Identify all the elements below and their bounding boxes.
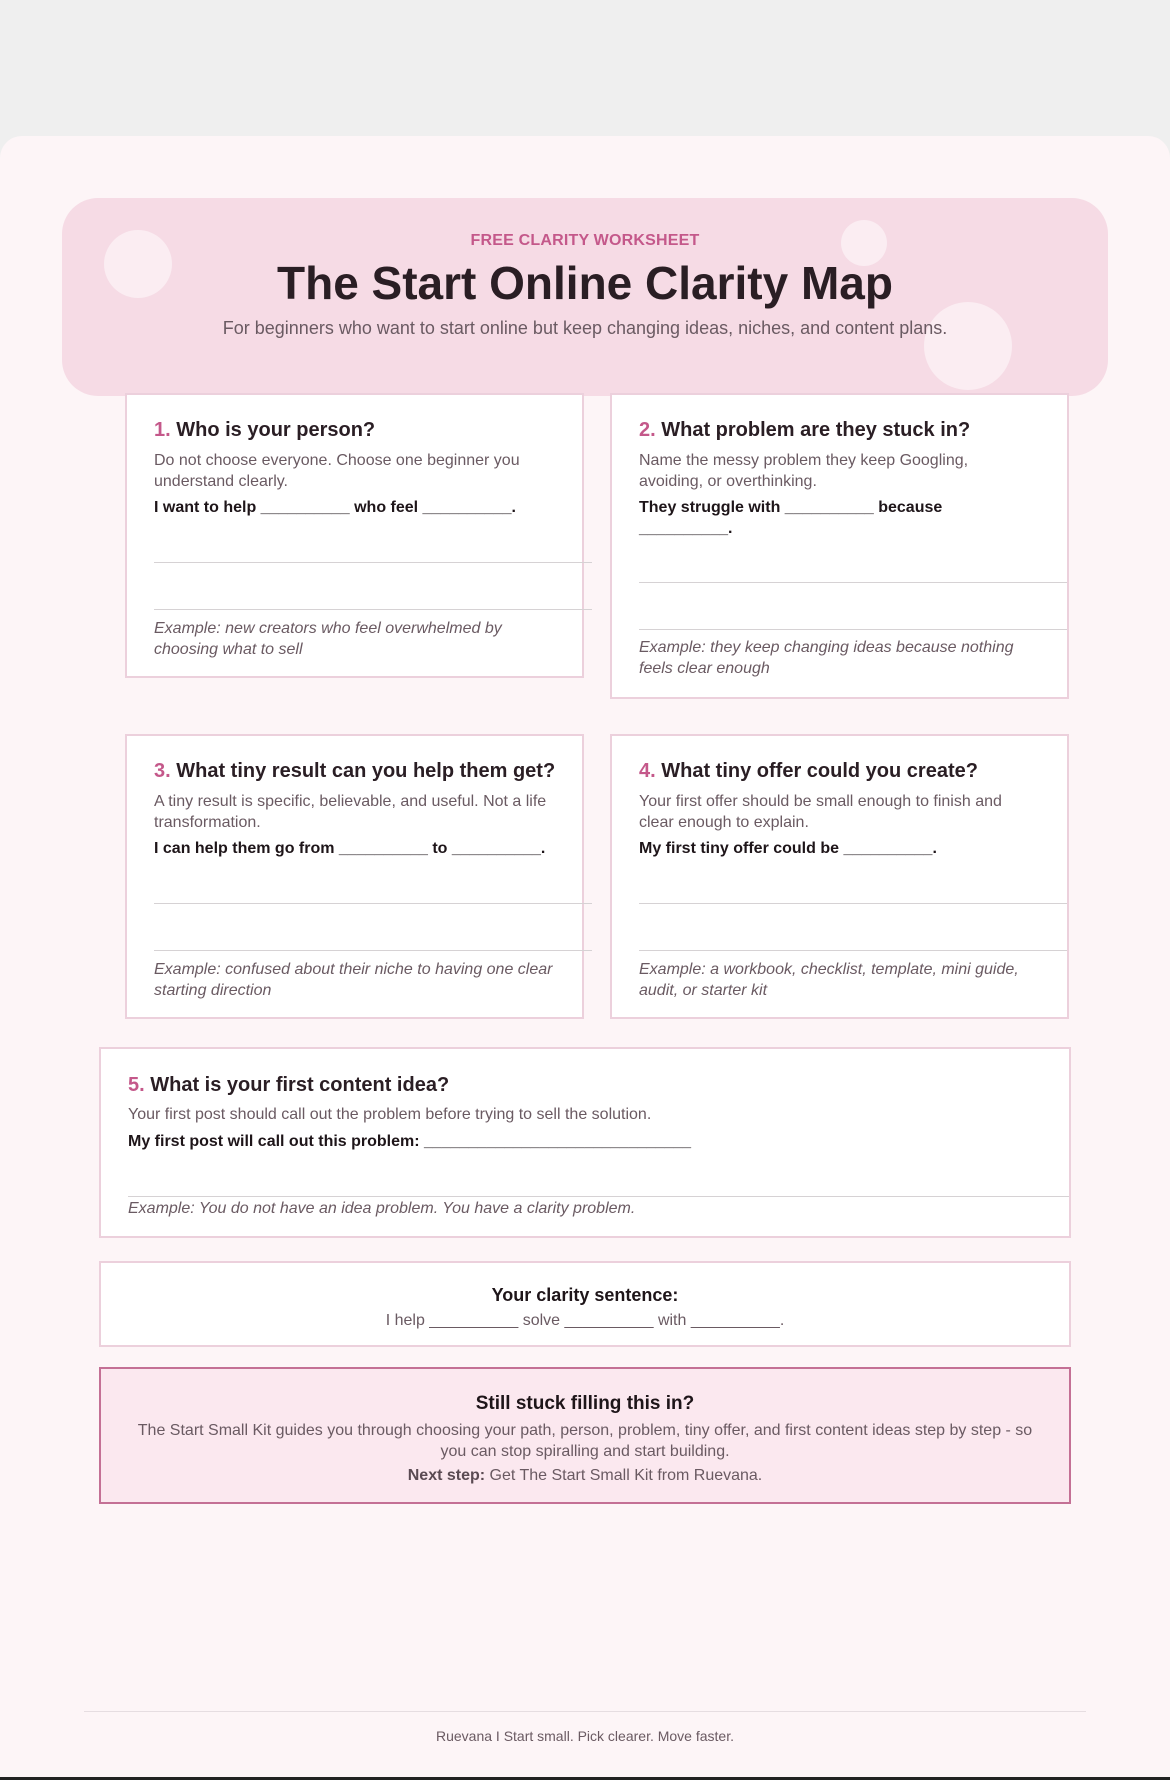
question-card-4 <box>610 734 1069 1019</box>
example-text: Example: they keep changing ideas because nothing feels clear enough <box>639 639 1014 677</box>
question-description: Do not choose everyone. Choose one beginner you understand clearly. <box>154 452 520 490</box>
example-text: Example: You do not have an idea problem. You have a clarity problem. <box>128 1200 636 1217</box>
cta-body: The Start Small Kit guides you through choosing your path, person, problem, tiny offer, and first content ideas step by step - so you can stop spiralling and start building. <box>137 1422 1033 1460</box>
answer-line[interactable] <box>639 582 1067 583</box>
fill-in-prompt: They struggle with __________ because __________. <box>639 499 943 537</box>
question-title <box>639 760 978 783</box>
question-card-3 <box>125 734 584 1019</box>
question-text: Who is your person? <box>176 419 376 441</box>
question-text: What problem are they stuck in? <box>661 419 971 441</box>
example-text: Example: confused about their niche to having one clear starting direction <box>154 961 553 999</box>
question-number: 1. <box>154 419 171 441</box>
decorative-bubble <box>924 302 1012 390</box>
question-number: 3. <box>154 760 171 782</box>
cta-box <box>99 1367 1071 1504</box>
question-card-1 <box>125 393 584 678</box>
fill-in-prompt: My first tiny offer could be __________. <box>639 840 937 857</box>
question-description: Your first offer should be small enough to finish and clear enough to explain. <box>639 793 1002 831</box>
question-title <box>154 419 375 442</box>
answer-line[interactable] <box>639 903 1067 904</box>
eyebrow-label: FREE CLARITY WORKSHEET <box>470 232 700 249</box>
question-title <box>128 1074 449 1097</box>
question-title <box>639 419 970 442</box>
question-description: Your first post should call out the problem before trying to sell the solution. <box>128 1106 652 1123</box>
clarity-heading: Your clarity sentence: <box>491 1285 679 1305</box>
fill-in-prompt: I can help them go from __________ to __________. <box>154 840 546 857</box>
answer-line[interactable] <box>639 629 1067 630</box>
fill-in-prompt: I want to help __________ who feel __________. <box>154 499 516 516</box>
header-banner <box>62 198 1108 396</box>
question-number: 2. <box>639 419 656 441</box>
answer-line[interactable] <box>154 950 592 951</box>
question-description: Name the messy problem they keep Googling, avoiding, or overthinking. <box>639 452 969 490</box>
example-text: Example: a workbook, checklist, template, mini guide, audit, or starter kit <box>639 961 1019 999</box>
question-card-2 <box>610 393 1069 699</box>
answer-line[interactable] <box>154 609 592 610</box>
question-text: What tiny result can you help them get? <box>176 760 556 782</box>
cta-heading: Still stuck filling this in? <box>475 1393 695 1414</box>
question-description: A tiny result is specific, believable, and useful. Not a life transformation. <box>154 793 547 831</box>
example-text: Example: new creators who feel overwhelmed by choosing what to sell <box>154 620 502 658</box>
cta-next-label: Next step: <box>407 1467 486 1484</box>
cta-next-step <box>101 1467 1069 1485</box>
answer-line[interactable] <box>639 950 1067 951</box>
question-text: What tiny offer could you create? <box>661 760 978 782</box>
footer-divider <box>84 1711 1086 1712</box>
page-subtitle: For beginners who want to start online but keep changing ideas, niches, and content plans. <box>222 318 948 338</box>
page-title: The Start Online Clarity Map <box>277 257 893 309</box>
cta-next-text[interactable]: Get The Start Small Kit from Ruevana. <box>489 1467 763 1484</box>
question-text: What is your first content idea? <box>150 1074 450 1096</box>
footer-text: Ruevana I Start small. Pick clearer. Move faster. <box>435 1728 734 1744</box>
question-number: 4. <box>639 760 656 782</box>
answer-line[interactable] <box>128 1196 1069 1197</box>
fill-in-prompt: My first post will call out this problem: ______________________________ <box>128 1133 691 1150</box>
answer-line[interactable] <box>154 562 592 563</box>
question-card-5 <box>99 1047 1071 1238</box>
question-title <box>154 760 555 783</box>
clarity-sentence: I help __________ solve __________ with __________. <box>385 1312 785 1329</box>
answer-line[interactable] <box>154 903 592 904</box>
question-number: 5. <box>128 1074 145 1096</box>
clarity-sentence-card <box>99 1261 1071 1347</box>
